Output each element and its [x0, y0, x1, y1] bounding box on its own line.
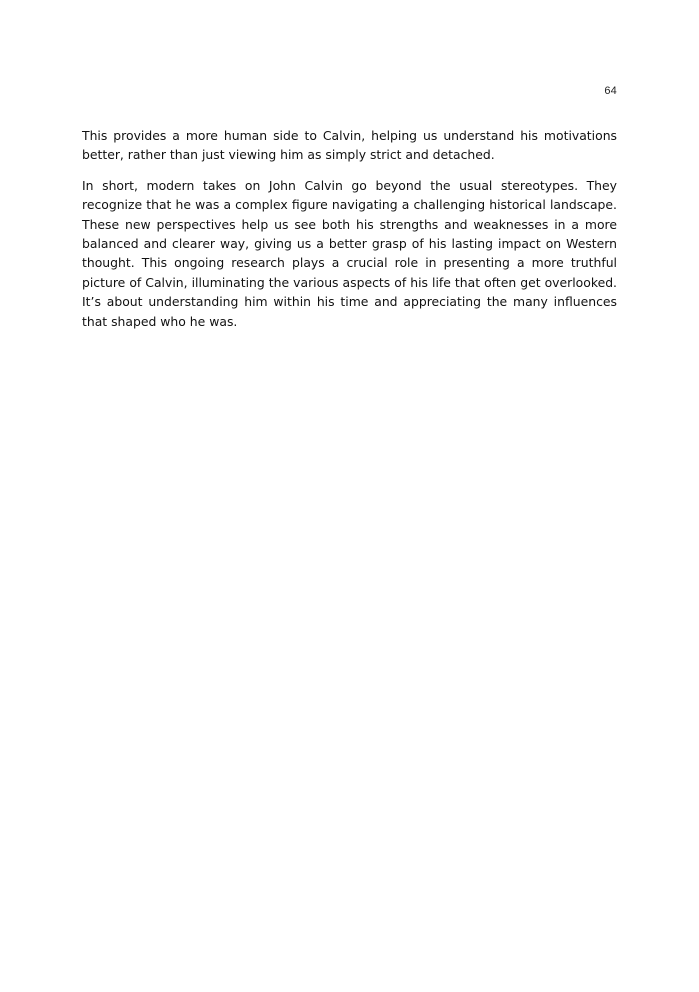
paragraph: In short, modern takes on John Calvin go beyond the usual stereotypes. They recognize that he was a complex figure navigating a challenging historical landscape. These new perspectives help us see both his strengths and weaknesses in a more balanced and clearer way, giving us a better grasp of his lasting impact on Western thought. This ongoing research plays a crucial role in presenting a more truthful picture of Calvin, illuminating the various aspects of his life that often get overlooked. It’s about understanding him within his time and appreciating the many influences that shaped who he was.: [82, 177, 617, 329]
paragraph: This provides a more human side to Calvin, helping us understand his motivations better, rather than just viewing him as simply strict and detached.: [82, 128, 617, 163]
body-text: [82, 126, 617, 342]
page-number: 64: [604, 85, 617, 97]
